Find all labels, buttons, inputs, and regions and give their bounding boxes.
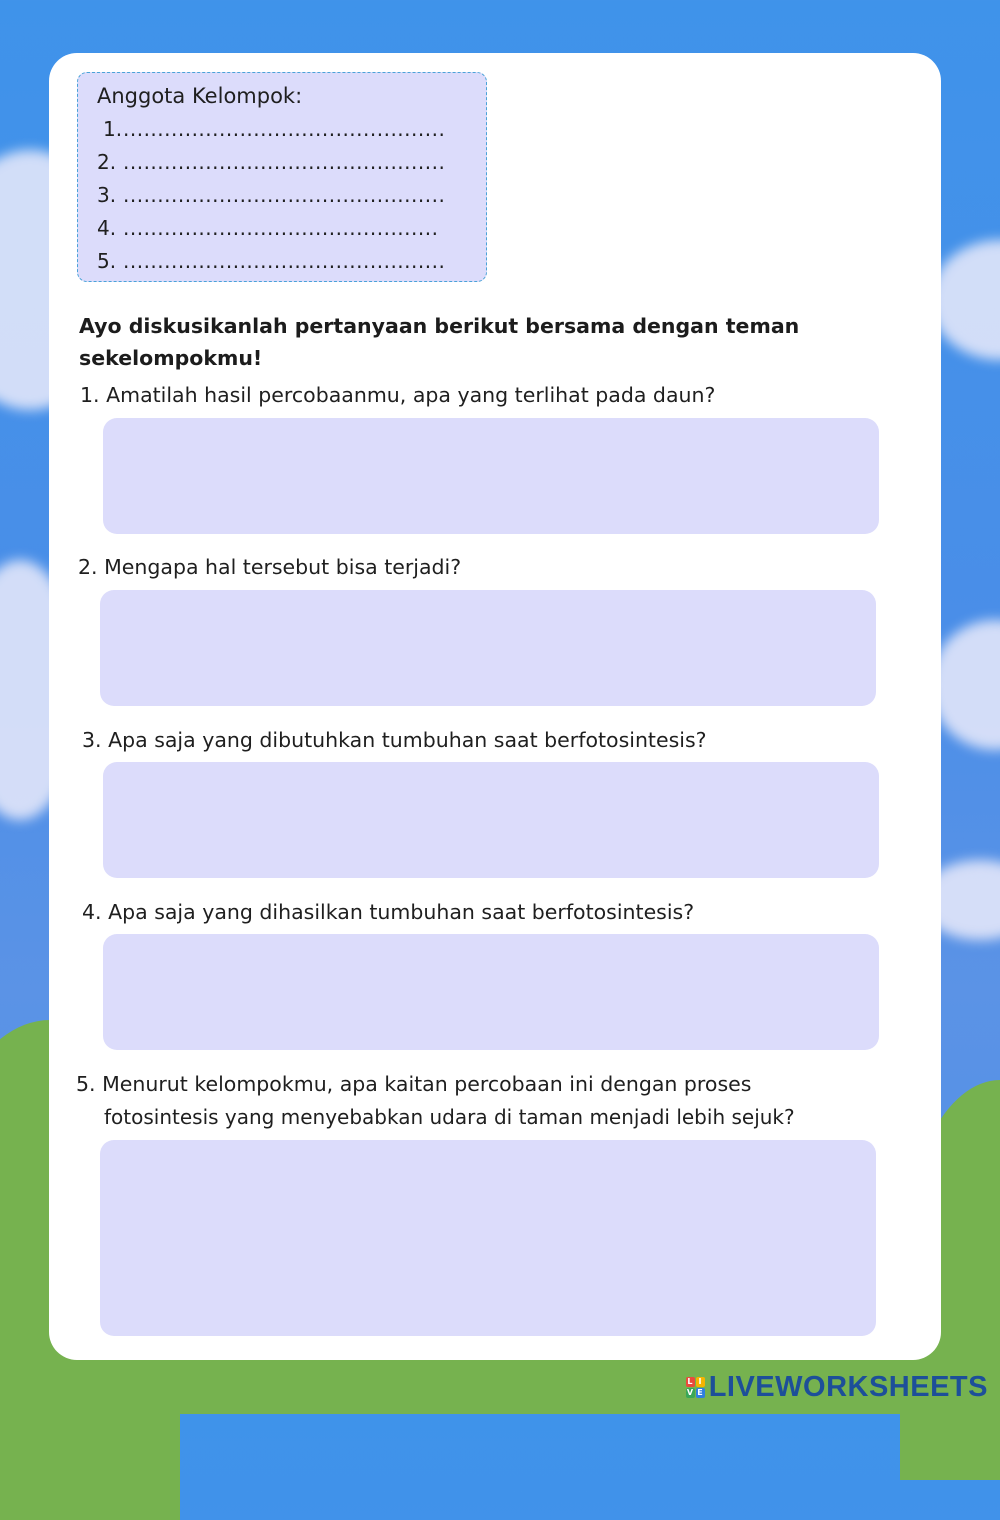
question-2: 2. Mengapa hal tersebut bisa terjadi? [78,555,462,579]
member-line[interactable]: 4. .............................................. [97,216,439,240]
answer-box-3[interactable] [103,762,879,878]
logo-text: LIVEWORKSHEETS [708,1371,988,1403]
liveworksheets-logo[interactable] [686,1371,988,1404]
answer-box-4[interactable] [103,934,879,1050]
instruction-text: Ayo diskusikanlah pertanyaan berikut bersama dengan teman sekelompokmu! [79,314,800,370]
answer-box-2[interactable] [100,590,876,706]
answer-box-5[interactable] [100,1140,876,1336]
logo-mark-icon: L I V E [686,1377,704,1397]
question-1: 1. Amatilah hasil percobaanmu, apa yang terlihat pada daun? [80,383,716,407]
question-5-line-1: 5. Menurut kelompokmu, apa kaitan percobaan ini dengan proses [76,1072,752,1096]
question-4: 4. Apa saja yang dihasilkan tumbuhan saat berfotosintesis? [82,900,695,924]
member-line[interactable]: 2. ............................................... [97,150,446,174]
member-line[interactable]: 5. ............................................... [97,249,446,273]
question-5-line-2: fotosintesis yang menyebabkan udara di taman menjadi lebih sejuk? [104,1105,795,1129]
question-3: 3. Apa saja yang dibutuhkan tumbuhan saat berfotosintesis? [82,728,707,752]
member-line[interactable]: 3. ............................................... [97,183,446,207]
member-line[interactable]: 1................................................ [103,117,446,141]
group-members-box [77,72,487,282]
answer-box-1[interactable] [103,418,879,534]
members-title: Anggota Kelompok: [97,84,303,108]
